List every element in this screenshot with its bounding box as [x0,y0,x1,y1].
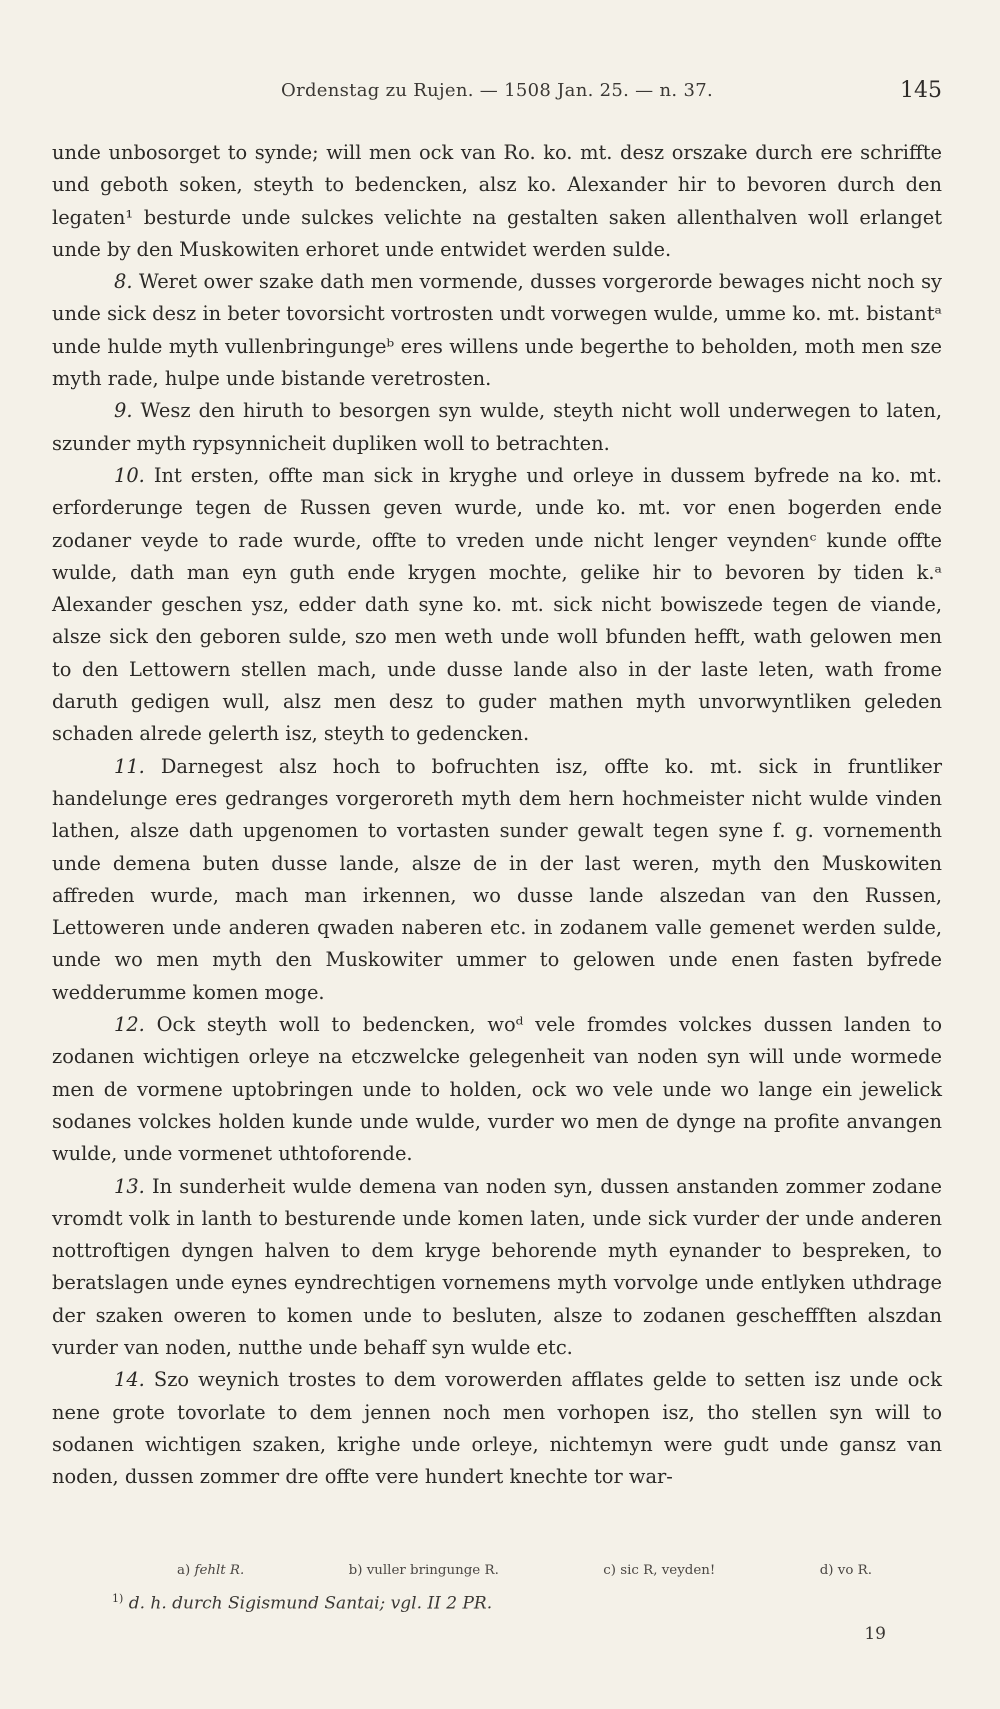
paragraph-number: 12. [114,1013,145,1037]
textual-footnotes [52,1563,942,1578]
paragraph-text: In sunderheit wulde demena van noden syn, dussen anstanden zommer zodane vromdt volk in lanth to besturende unde komen laten, unde sick vurder der unde anderen nottroftigen dyngen halven to dem kryge behorende myth eynander to bespreken, to beratslagen unde eynes eyndrechtigen vornemens myth vorvolge unde entlyken uthdrage der szaken oweren to komen unde to besluten, alsze to zodanen gescheffften alszdan vurder van noden, nutthe unde behaff syn wulde etc. [52,1174,942,1359]
editor-note-text: d. h. durch Sigismund Santai; vgl. II 2 PR. [128,1593,493,1614]
footnote-text: fehlt R. [194,1563,245,1578]
paragraph-text: unde unbosorget to synde; will men ock van Ro. ko. mt. desz orszake durch ere schriffte und geboth soken, steyth to bedencken, alsz ko. Alexander hir to bevoren durch den legaten¹ besturde unde sulckes velichte na gestalten saken allenthalven woll erlanget unde by den Muskowiten erhoret unde entwidet werden sulde. [52,141,942,261]
editor-note-mark: 1) [112,1592,124,1605]
paragraph-number: 8. [114,270,133,294]
paragraph-number: 13. [114,1174,145,1198]
footnote-a [177,1563,244,1578]
footnote-mark: b) [348,1563,363,1578]
paragraph-text: Weret ower szake dath men vormende, dusses vorgerorde bewages nicht noch sy unde sick desz in beter tovorsicht vortrosten undt vorwegen wulde, umme ko. mt. bistantᵃ unde hulde myth vullenbringungeᵇ eres willens unde begerthe to beholden, moth men sze myth rade, hulpe unde bistande veretrosten. [52,270,942,391]
footnote-c [603,1563,715,1578]
footnote-mark: d) [819,1563,834,1578]
paragraph-text: Szo weynich trostes to dem vorowerden afflates gelde to setten isz unde ock nene grote tovorlate to dem jennen noch men vorhopen isz, tho stellen syn will to sodanen wichtigen szaken, krighe unde orleye, nichtemyn were gudt unde gansz van noden, dussen zommer dre offte vere hundert knechte tor war- [52,1368,942,1489]
paragraph-8 [52,266,942,395]
printer-signature: 19 [864,1624,886,1644]
footnote-mark: a) [177,1563,191,1578]
paragraph-11 [52,751,942,1009]
paragraph-number: 14. [114,1368,145,1392]
paragraph-text: Wesz den hiruth to besorgen syn wulde, steyth nicht woll underwegen to laten, szunder myth rypsynnicheit dupliken woll to betrachten. [52,399,942,455]
footnote-mark: c) [603,1563,616,1578]
paragraph-number: 9. [114,399,133,423]
footnote-text: vuller bringunge R. [366,1563,499,1578]
paragraph-13 [52,1171,942,1365]
page-header [52,74,942,114]
page-number: 145 [900,78,942,103]
paragraph-number: 10. [114,463,145,487]
paragraph-text: Ock steyth woll to bedencken, woᵈ vele fromdes volckes dussen landen to zodanen wichtigen orleye na etczwelcke gelegenheit van noden syn will unde wormede men de vormene uptobringen unde to holden, ock wo vele unde wo lange ein jewelick sodanes volckes holden kunde unde wulde, vurder wo men de dynge na profite anvangen wulde, unde vormenet uthtoforende. [52,1013,942,1166]
editorial-footnote [112,1592,492,1614]
paragraph-9 [52,395,942,460]
paragraph-12 [52,1009,942,1170]
paragraph-text: Int ersten, offte man sick in kryghe und orleye in dussem byfrede na ko. mt. erforderunge tegen de Russen geven wurde, unde ko. mt. vor enen bogerden ende zodaner veyde to rade wurde, offte to vreden unde nicht lenger veyndenᶜ kunde offte wulde, dath man eyn guth ende krygen mochte, gelike hir to bevoren by tiden k.ᵃ Alexander geschen ysz, edder dath syne ko. mt. sick nicht bowiszede tegen de viande, alsze sick den geboren sulde, szo men weth unde woll bfunden hefft, wath gelowen men to den Lettowern stellen mach, unde dusse lande also in der laste leten, wath frome daruth gedigen wull, alsz men desz to guder mathen myth unvorwyntliken geleden schaden alrede gelerth isz, steyth to gedencken. [52,463,942,746]
footnote-text: sic R, veyden! [620,1563,716,1578]
footnote-row [52,1563,942,1578]
paragraph-10 [52,460,942,751]
footnote-d [820,1563,872,1578]
footnote-b [349,1563,499,1578]
body-text [52,137,942,1493]
paragraph-14 [52,1364,942,1493]
paragraph-continuation [52,137,942,266]
paragraph-number: 11. [114,754,145,778]
footnote-text: vo R. [837,1563,872,1578]
running-title: Ordenstag zu Rujen. — 1508 Jan. 25. — n. 37. [281,80,713,101]
paragraph-text: Darnegest alsz hoch to bofruchten isz, offte ko. mt. sick in fruntliker handelunge eres gedranges vorgeroreth myth dem hern hochmeister nicht wulde vinden lathen, alsze dath upgenomen to vortasten sunder gewalt tegen syne f. g. vornementh unde demena buten dusse lande, alsze de in der last weren, myth den Muskowiten affreden wurde, mach man irkennen, wo dusse lande alszedan van den Russen, Lettoweren unde anderen qwaden naberen etc. in zodanem valle gemenet werden sulde, unde wo men myth den Muskowiter ummer to gelowen unde enen fasten byfrede wedderumme komen moge. [52,754,942,1004]
